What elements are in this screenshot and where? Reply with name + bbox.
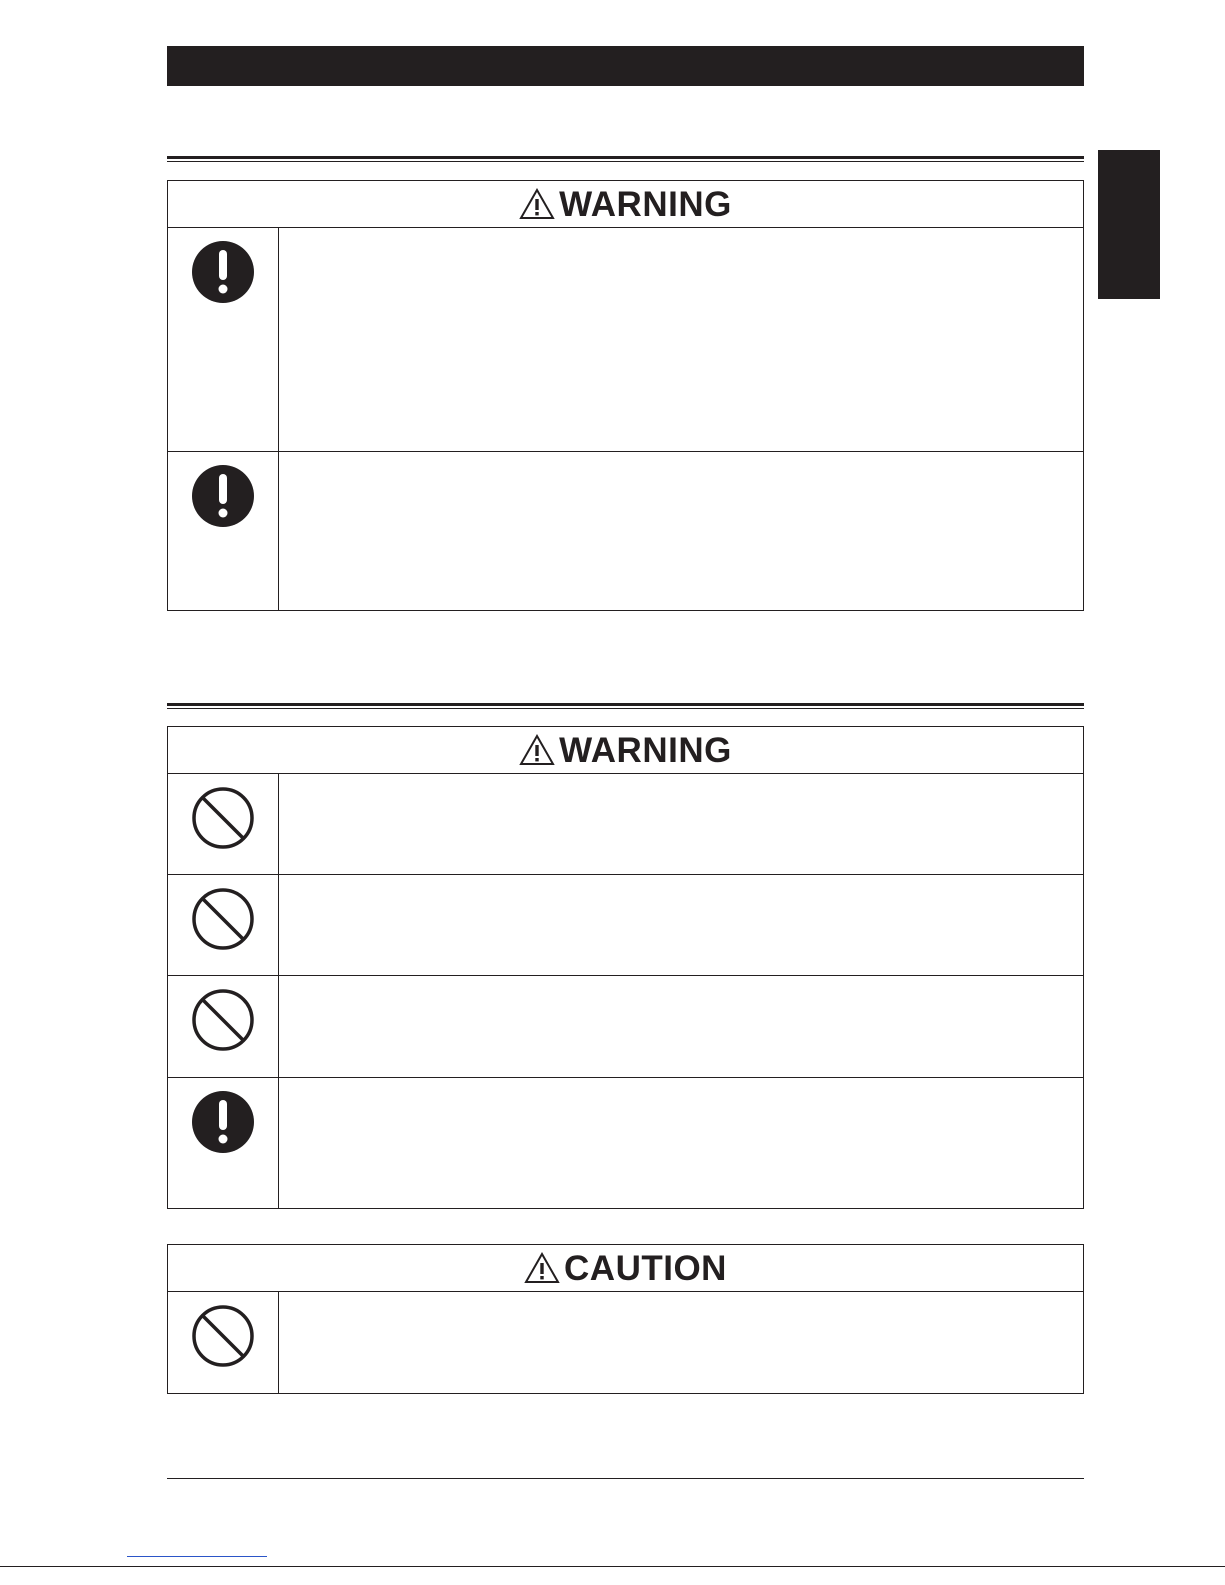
warning-2-row-3-icon-cell — [168, 976, 279, 1077]
section-1-rule — [167, 156, 1084, 162]
alert-triangle-icon — [519, 734, 555, 766]
warning-2-row-2-icon-cell — [168, 875, 279, 975]
warning-2-row-1-icon-cell — [168, 774, 279, 874]
section-2-rule — [167, 703, 1084, 709]
section-side-tab — [1098, 150, 1160, 299]
mandatory-exclamation-icon — [191, 464, 255, 528]
prohibition-icon — [191, 1304, 255, 1368]
warning-1-row-1-text — [279, 228, 1083, 451]
warning-2-row-4 — [168, 1078, 1083, 1208]
warning-1-row-2-text — [279, 452, 1083, 610]
warning-1-row-1-icon-cell — [168, 228, 279, 451]
prohibition-icon — [191, 887, 255, 951]
warning-title-1: WARNING — [559, 184, 732, 224]
warning-table-1 — [167, 180, 1084, 611]
caution-header — [168, 1245, 1083, 1292]
caution-title: CAUTION — [564, 1248, 727, 1288]
alert-triangle-icon — [519, 188, 555, 220]
warning-1-row-1 — [168, 228, 1083, 452]
alert-triangle-icon — [524, 1252, 560, 1284]
warning-header-2 — [168, 727, 1083, 774]
caution-row-1 — [168, 1292, 1083, 1393]
warning-2-row-2-text — [279, 875, 1083, 975]
warning-header-1 — [168, 181, 1083, 228]
warning-1-row-2-icon-cell — [168, 452, 279, 610]
caution-row-1-icon-cell — [168, 1292, 279, 1393]
page-header-bar — [167, 46, 1084, 86]
warning-2-row-3 — [168, 976, 1083, 1078]
warning-2-row-2 — [168, 875, 1083, 976]
warning-2-row-4-icon-cell — [168, 1078, 279, 1208]
warning-2-row-3-text — [279, 976, 1083, 1077]
caution-row-1-text — [279, 1292, 1083, 1393]
warning-2-row-1-text — [279, 774, 1083, 874]
prohibition-icon — [191, 786, 255, 850]
footer-rule — [167, 1478, 1084, 1479]
warning-title-2: WARNING — [559, 730, 732, 770]
warning-1-row-2 — [168, 452, 1083, 610]
footer-link-underline[interactable] — [127, 1556, 267, 1558]
mandatory-exclamation-icon — [191, 1090, 255, 1154]
warning-table-2 — [167, 726, 1084, 1209]
mandatory-exclamation-icon — [191, 240, 255, 304]
page-bottom-edge — [0, 1566, 1225, 1567]
prohibition-icon — [191, 988, 255, 1052]
warning-2-row-4-text — [279, 1078, 1083, 1208]
caution-table — [167, 1244, 1084, 1394]
warning-2-row-1 — [168, 774, 1083, 875]
